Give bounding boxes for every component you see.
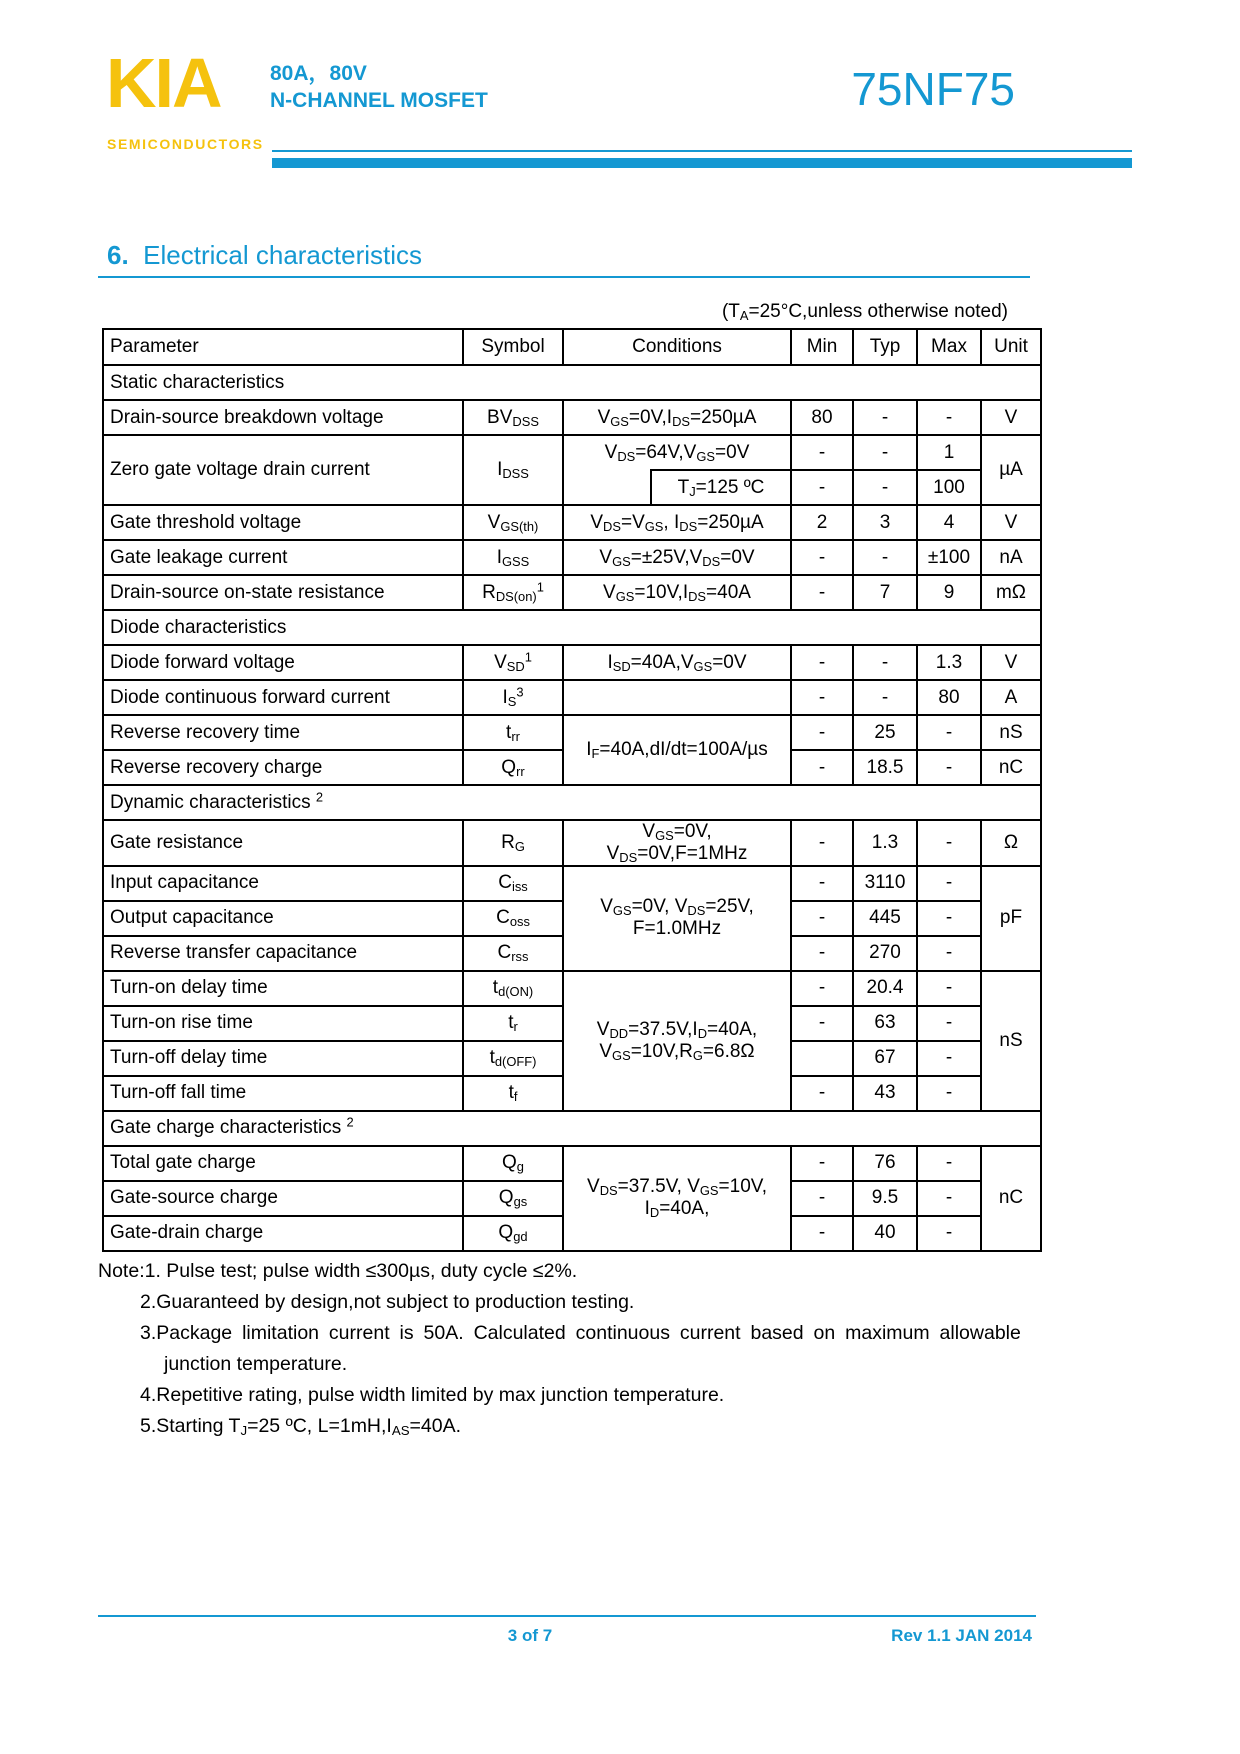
section-row-label: Gate charge characteristics $^2$ xyxy=(103,1111,1041,1146)
table-cell: - xyxy=(917,936,981,971)
table-row xyxy=(103,575,1041,610)
table-cell: $Q_{gs}$ xyxy=(463,1181,563,1216)
table-cell: - xyxy=(853,645,917,680)
note-line: junction temperature. xyxy=(164,1353,348,1375)
column-header: Typ xyxy=(853,329,917,365)
table-cell: $T_J=125$ ºC xyxy=(651,470,791,505)
table-cell: nS xyxy=(981,971,1041,1111)
table-cell: $C_{iss}$ xyxy=(463,866,563,901)
table-cell: Gate threshold voltage xyxy=(103,505,463,540)
table-cell: 40 xyxy=(853,1216,917,1251)
table-cell: - xyxy=(791,1181,853,1216)
table-cell: $V_{GS}=10V,I_{DS}=40A$ xyxy=(563,575,791,610)
table-row xyxy=(103,540,1041,575)
table-cell: - xyxy=(917,400,981,435)
table-cell xyxy=(563,470,651,505)
table-cell: - xyxy=(791,575,853,610)
table-cell: V xyxy=(981,645,1041,680)
table-cell: $Q_{rr}$ xyxy=(463,750,563,785)
table-cell: A xyxy=(981,680,1041,715)
table-row xyxy=(103,645,1041,680)
table-cell: $C_{rss}$ xyxy=(463,936,563,971)
table-cell: - xyxy=(791,1076,853,1111)
table-cell: Zero gate voltage drain current xyxy=(103,435,463,505)
table-cell: $I_{SD}=40A,V_{GS}=0V$ xyxy=(563,645,791,680)
table-cell: - xyxy=(917,820,981,866)
section-row-label: Dynamic characteristics $^2$ xyxy=(103,785,1041,820)
table-row xyxy=(103,365,1041,400)
table-cell: 4 xyxy=(917,505,981,540)
table-cell: - xyxy=(853,435,917,470)
table-cell: - xyxy=(917,1146,981,1181)
table-cell: $V_{DS}=64V,V_{GS}=0V$ xyxy=(563,435,791,470)
table-cell: $I_F=40A,dI/dt=100A/\mu s$ xyxy=(563,715,791,785)
table-cell: nC xyxy=(981,750,1041,785)
table-cell: $C_{oss}$ xyxy=(463,901,563,936)
table-cell: $V_{DS}=37.5V$, $V_{GS}=10V$, $I_D=40A$, xyxy=(563,1146,791,1251)
table-cell: nS xyxy=(981,715,1041,750)
table-cell: $Q_{gd}$ xyxy=(463,1216,563,1251)
table-cell: Output capacitance xyxy=(103,901,463,936)
table-cell: 1.3 xyxy=(853,820,917,866)
device-rating: 80A，80V xyxy=(270,62,367,85)
table-cell: Reverse transfer capacitance xyxy=(103,936,463,971)
table-cell xyxy=(563,680,791,715)
table-row xyxy=(103,680,1041,715)
table-cell: - xyxy=(791,1006,853,1041)
table-cell: - xyxy=(853,400,917,435)
table-row xyxy=(103,329,1041,365)
table-cell: $V_{GS}=0V,I_{DS}=250\mu A$ xyxy=(563,400,791,435)
table-cell: - xyxy=(917,971,981,1006)
table-cell: - xyxy=(917,1041,981,1076)
table-cell: 3110 xyxy=(853,866,917,901)
note-line: 4.Repetitive rating, pulse width limited by max junction temperature. xyxy=(140,1384,725,1406)
table-cell: - xyxy=(791,1146,853,1181)
table-cell: - xyxy=(791,1216,853,1251)
device-type: N-CHANNEL MOSFET xyxy=(270,89,488,112)
table-cell: µA xyxy=(981,435,1041,505)
revision-label: Rev 1.1 JAN 2014 xyxy=(891,1626,1032,1645)
table-cell: - xyxy=(917,866,981,901)
table-cell: 9 xyxy=(917,575,981,610)
kia-logo: KIA xyxy=(106,44,221,122)
table-cell: Gate-drain charge xyxy=(103,1216,463,1251)
header-rule-thin xyxy=(272,150,1132,152)
page-number: 3 of 7 xyxy=(507,1626,553,1645)
table-cell: Diode forward voltage xyxy=(103,645,463,680)
table-cell: 67 xyxy=(853,1041,917,1076)
table-cell: $I_{DSS}$ xyxy=(463,435,563,505)
table-cell: 63 xyxy=(853,1006,917,1041)
table-cell: V xyxy=(981,400,1041,435)
table-cell: 1.3 xyxy=(917,645,981,680)
table-cell: Ω xyxy=(981,820,1041,866)
table-cell: $V_{SD}^1$ xyxy=(463,645,563,680)
table-cell: - xyxy=(791,971,853,1006)
table-cell: Gate-source charge xyxy=(103,1181,463,1216)
table-row xyxy=(103,505,1041,540)
table-row xyxy=(103,1146,1041,1181)
table-cell: - xyxy=(853,540,917,575)
section-row-label: Static characteristics xyxy=(103,365,1041,400)
table-cell: $Q_g$ xyxy=(463,1146,563,1181)
table-cell: Turn-on delay time xyxy=(103,971,463,1006)
table-cell: 20.4 xyxy=(853,971,917,1006)
footer-rule xyxy=(98,1615,1036,1617)
table-cell: $t_{d(ON)}$ xyxy=(463,971,563,1006)
table-cell: - xyxy=(791,866,853,901)
table-cell: 100 xyxy=(917,470,981,505)
table-cell: Reverse recovery charge xyxy=(103,750,463,785)
section-underline xyxy=(98,276,1030,278)
part-number: 75NF75 xyxy=(851,63,1015,115)
table-cell: nA xyxy=(981,540,1041,575)
table-cell: - xyxy=(917,1181,981,1216)
table-row xyxy=(103,866,1041,901)
header-rule-thick xyxy=(272,158,1132,168)
table-cell: 7 xyxy=(853,575,917,610)
note-line: 3.Package limitation current is 50A. Calculated continuous current based on maximum allowable xyxy=(140,1322,1021,1344)
table-cell: $V_{DD}=37.5V,I_D=40A$, $V_{GS}=10V,R_G=6.8\Omega$ xyxy=(563,971,791,1111)
table-cell: 9.5 xyxy=(853,1181,917,1216)
table-cell: 76 xyxy=(853,1146,917,1181)
table-cell: $t_{d(OFF)}$ xyxy=(463,1041,563,1076)
table-cell: 25 xyxy=(853,715,917,750)
column-header: Parameter xyxy=(103,329,463,365)
section-row-label: Diode characteristics xyxy=(103,610,1041,645)
table-cell: Gate leakage current xyxy=(103,540,463,575)
table-cell: $R_G$ xyxy=(463,820,563,866)
table-cell: 270 xyxy=(853,936,917,971)
table-cell: $t_r$ xyxy=(463,1006,563,1041)
table-cell: $I_S^3$ xyxy=(463,680,563,715)
note-line: 5.Starting $T_J=25$ ºC, $L=1mH,I_{AS}=40A$. xyxy=(140,1415,462,1438)
column-header: Conditions xyxy=(563,329,791,365)
note-line: Note:1. Pulse test; pulse width ≤300µs, duty cycle ≤2%. xyxy=(98,1260,578,1282)
table-cell: - xyxy=(853,680,917,715)
spec-table-body xyxy=(103,329,1041,1251)
table-cell: $R_{DS(on)}^1$ xyxy=(463,575,563,610)
table-cell: - xyxy=(917,1006,981,1041)
table-cell: $V_{GS}=0V$, $V_{DS}=25V$, F=1.0MHz xyxy=(563,866,791,971)
table-cell: - xyxy=(791,540,853,575)
table-cell: 1 xyxy=(917,435,981,470)
table-cell: $V_{DS}=V_{GS}$, $I_{DS}=250\mu A$ xyxy=(563,505,791,540)
table-cell: - xyxy=(791,470,853,505)
logo-subtext: SEMICONDUCTORS xyxy=(107,136,264,152)
table-cell: $V_{GS}=0V$, $V_{DS}=0V,F=1MHz$ xyxy=(563,820,791,866)
column-header: Unit xyxy=(981,329,1041,365)
table-cell: V xyxy=(981,505,1041,540)
column-header: Min xyxy=(791,329,853,365)
table-row xyxy=(103,820,1041,866)
table-cell: $V_{GS}=\pm 25V,V_{DS}=0V$ xyxy=(563,540,791,575)
table-cell: Total gate charge xyxy=(103,1146,463,1181)
table-cell: $t_{rr}$ xyxy=(463,715,563,750)
table-cell: - xyxy=(791,820,853,866)
column-header: Max xyxy=(917,329,981,365)
table-cell: - xyxy=(853,470,917,505)
notes xyxy=(98,1256,1039,1442)
table-cell: $I_{GSS}$ xyxy=(463,540,563,575)
table-cell: - xyxy=(791,715,853,750)
table-cell: 18.5 xyxy=(853,750,917,785)
table-cell xyxy=(791,1041,853,1076)
table-cell: Drain-source breakdown voltage xyxy=(103,400,463,435)
column-header: Symbol xyxy=(463,329,563,365)
table-cell: pF xyxy=(981,866,1041,971)
table-cell: Turn-on rise time xyxy=(103,1006,463,1041)
table-row xyxy=(103,610,1041,645)
table-cell: Gate resistance xyxy=(103,820,463,866)
table-cell: - xyxy=(917,750,981,785)
table-cell: Drain-source on-state resistance xyxy=(103,575,463,610)
section-title: Electrical characteristics xyxy=(143,240,423,270)
table-cell: Turn-off delay time xyxy=(103,1041,463,1076)
electrical-characteristics-table xyxy=(102,328,1042,1252)
note-line: 2.Guaranteed by design,not subject to production testing. xyxy=(140,1291,635,1313)
table-cell: nC xyxy=(981,1146,1041,1251)
table-condition-note: ($T_A=25^\circ C,unless$ otherwise noted) xyxy=(721,301,1008,323)
table-cell: - xyxy=(917,1076,981,1111)
table-row xyxy=(103,971,1041,1006)
table-row xyxy=(103,1111,1041,1146)
device-description xyxy=(270,60,488,114)
table-cell: - xyxy=(917,715,981,750)
table-cell: - xyxy=(791,750,853,785)
table-cell: $t_f$ xyxy=(463,1076,563,1111)
table-cell: 445 xyxy=(853,901,917,936)
table-cell: - xyxy=(791,680,853,715)
table-row xyxy=(103,435,1041,470)
table-cell: Turn-off fall time xyxy=(103,1076,463,1111)
table-cell: - xyxy=(791,435,853,470)
table-row xyxy=(103,400,1041,435)
table-row xyxy=(103,715,1041,750)
table-cell: 2 xyxy=(791,505,853,540)
table-cell: ±100 xyxy=(917,540,981,575)
table-cell: 3 xyxy=(853,505,917,540)
table-cell: - xyxy=(791,901,853,936)
table-cell: - xyxy=(791,645,853,680)
table-cell: $BV_{DSS}$ xyxy=(463,400,563,435)
table-cell: 43 xyxy=(853,1076,917,1111)
table-cell: Input capacitance xyxy=(103,866,463,901)
table-cell: 80 xyxy=(791,400,853,435)
table-cell: Reverse recovery time xyxy=(103,715,463,750)
table-cell: $V_{GS(th)}$ xyxy=(463,505,563,540)
table-cell: - xyxy=(917,1216,981,1251)
table-cell: - xyxy=(917,901,981,936)
table-cell: Diode continuous forward current xyxy=(103,680,463,715)
section-number: 6. xyxy=(107,240,129,270)
table-cell: - xyxy=(791,936,853,971)
table-row xyxy=(103,785,1041,820)
table-cell: mΩ xyxy=(981,575,1041,610)
section-heading xyxy=(107,240,422,271)
table-cell: 80 xyxy=(917,680,981,715)
